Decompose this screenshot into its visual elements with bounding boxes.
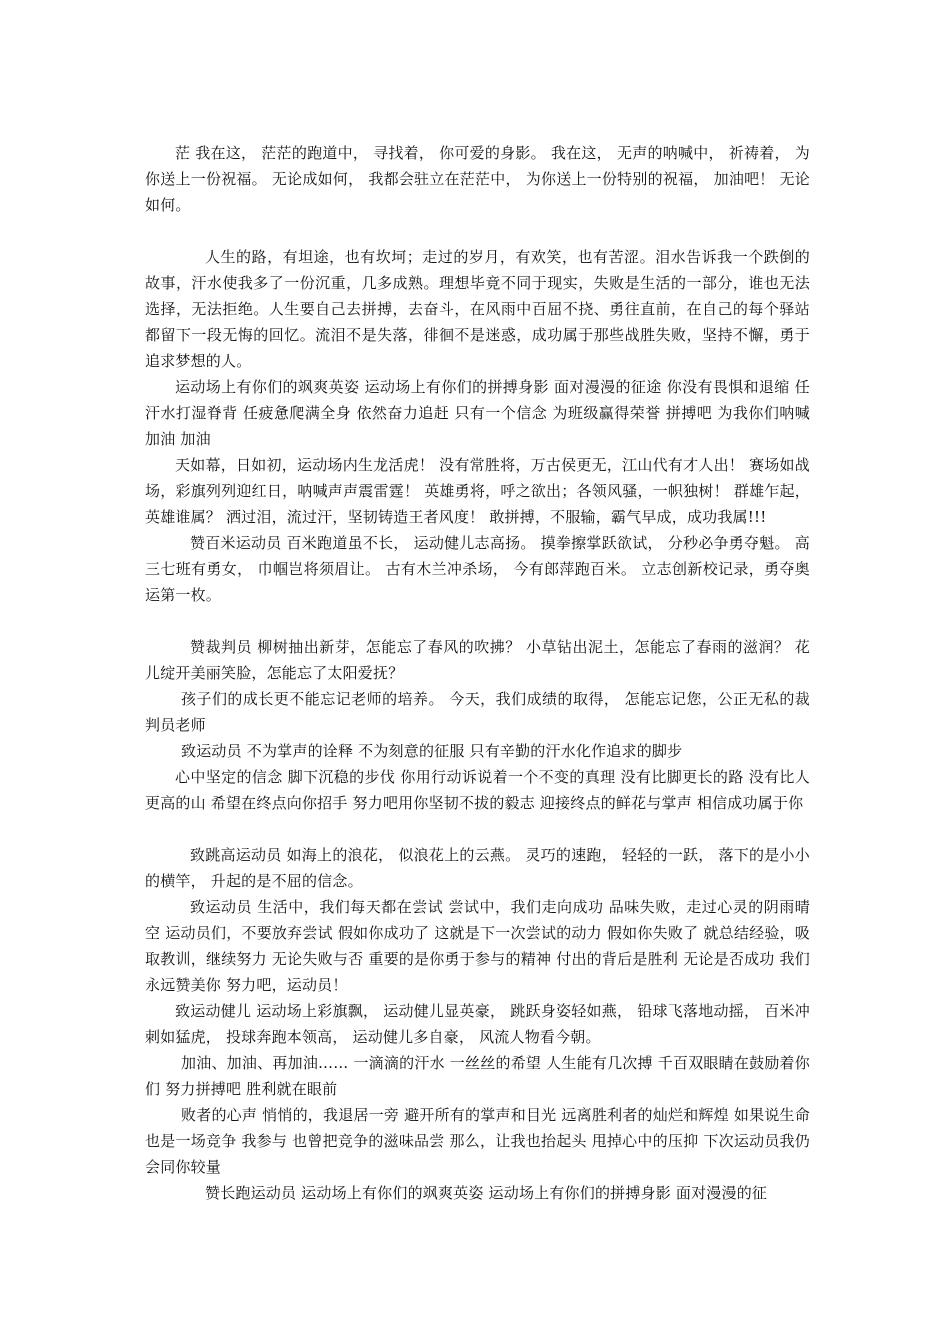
paragraph-blessing: 茫 我在这， 茫茫的跑道中， 寻找着， 你可爱的身影。 我在这， 无声的呐喊中， 祈祷着， 为你送上一份祝福。 无论成如何， 我都会驻立在茫茫中， 为你送上一份特别的祝福， 加油吧！ 无论如何。 <box>145 144 810 214</box>
spacer <box>145 608 810 634</box>
paragraph-to-athletes: 致运动员 不为掌声的诠释 不为刻意的征服 只有辛勤的汗水化作追求的脚步 <box>181 742 683 760</box>
paragraph-trying: 致运动员 生活中，我们每天都在尝试 尝试中，我们走向成功 品味失败，走过心灵的阴雨晴空 运动员们，不要放弃尝试 假如你成功了 这就是下一次尝试的动力 假如你失败了 就总结经验，吸取教训，继续努力 无论失败与否 重要的是你勇于参与的精神 付出的背后是胜利 无论是否成功 我们永远赞美你 努力吧，运动员！ <box>145 898 810 994</box>
paragraph-referee: 赞裁判员 柳树抽出新芽，怎能忘了春风的吹拂？ 小草钻出泥土，怎能忘了春雨的滋润？ 花儿绽开美丽笑脸，怎能忘了太阳爱抚？ <box>145 638 810 682</box>
paragraph-high-jump: 致跳高运动员 如海上的浪花， 似浪花上的云燕。 灵巧的速跑， 轻轻的一跃， 落下的是小小的横竿， 升起的是不屈的信念。 <box>145 846 810 890</box>
paragraph-long-distance: 赞长跑运动员 运动场上有你们的飒爽英姿 运动场上有你们的拼搏身影 面对漫漫的征 <box>205 1184 768 1202</box>
paragraph-100m-runner: 赞百米运动员 百米跑道虽不长， 运动健儿志高扬。 摸拳擦掌跃欲试， 分秒必争勇夺魁。 高三七班有勇女， 巾帼岂将须眉让。 古有木兰冲杀场， 今有郎萍跑百米。 立志创新校记录，勇夺奥运第一枚。 <box>145 534 810 604</box>
spacer <box>145 816 810 842</box>
paragraph-belief: 心中坚定的信念 脚下沉稳的步伐 你用行动诉说着一个不变的真理 没有比脚更长的路 没有比人更高的山 希望在终点向你招手 努力吧用你坚韧不拔的毅志 迎接终点的鲜花与掌声 相信成功属于你 <box>145 768 810 812</box>
paragraph-sports-heroes: 致运动健儿 运动场上彩旗飘， 运动健儿显英豪， 跳跃身姿轻如燕， 铅球飞落地动摇， 百米冲刺如猛虎， 投球奔跑本领高， 运动健儿多自豪， 风流人物看今朝。 <box>145 1002 810 1046</box>
spacer <box>145 218 810 244</box>
document-page <box>145 140 810 1206</box>
paragraph-life-road: 人生的路，有坦途，也有坎坷；走过的岁月，有欢笑，也有苦涩。泪水告诉我一个跌倒的故事，汗水使我多了一份沉重，几多成熟。理想毕竟不同于现实，失败是生活的一部分，谁也无法选择，无法拒绝。人生要自己去拼搏，去奋斗，在风雨中百屈不挠、勇往直前，在自己的每个驿站都留下一段无悔的回忆。流泪不是失落，徘徊不是迷惑，成功属于那些战胜失败，坚持不懈，勇于追求梦想的人。 <box>145 248 810 370</box>
paragraph-loser-voice: 败者的心声 悄悄的，我退居一旁 避开所有的掌声和目光 远离胜利者的灿烂和辉煌 如果说生命也是一场竞争 我参与 也曾把竞争的滋味品尝 那么，让我也抬起头 甩掉心中的压抑 下次运动员我仍会同你较量 <box>145 1106 810 1176</box>
paragraph-cheer: 加油、加油、再加油…… 一滴滴的汗水 一丝丝的希望 人生能有几次搏 千百双眼睛在鼓励着你们 努力拼搏吧 胜利就在眼前 <box>145 1054 810 1098</box>
paragraph-sports-field: 运动场上有你们的飒爽英姿 运动场上有你们的拼搏身影 面对漫漫的征途 你没有畏惧和退缩 任汗水打湿脊背 任疲惫爬满全身 依然奋力追赶 只有一个信念 为班级赢得荣誉 拼搏吧 为我你们呐喊 加油 加油 <box>145 378 810 448</box>
paragraph-sky-curtain: 天如幕，日如初，运动场内生龙活虎！ 没有常胜将，万古侯更无，江山代有才人出！ 赛场如战场，彩旗列列迎红日，呐喊声声震雷霆！ 英雄勇将，呼之欲出；各领风骚，一帜独树！ 群雄乍起，英雄谁属？ 洒过泪，流过汗，坚韧铸造王者风度！ 敢拼搏，不服输，霸气早成，成功我属!!! <box>145 456 810 526</box>
paragraph-teacher: 孩子们的成长更不能忘记老师的培养。 今天，我们成绩的取得， 怎能忘记您，公正无私的裁判员老师 <box>145 690 810 734</box>
